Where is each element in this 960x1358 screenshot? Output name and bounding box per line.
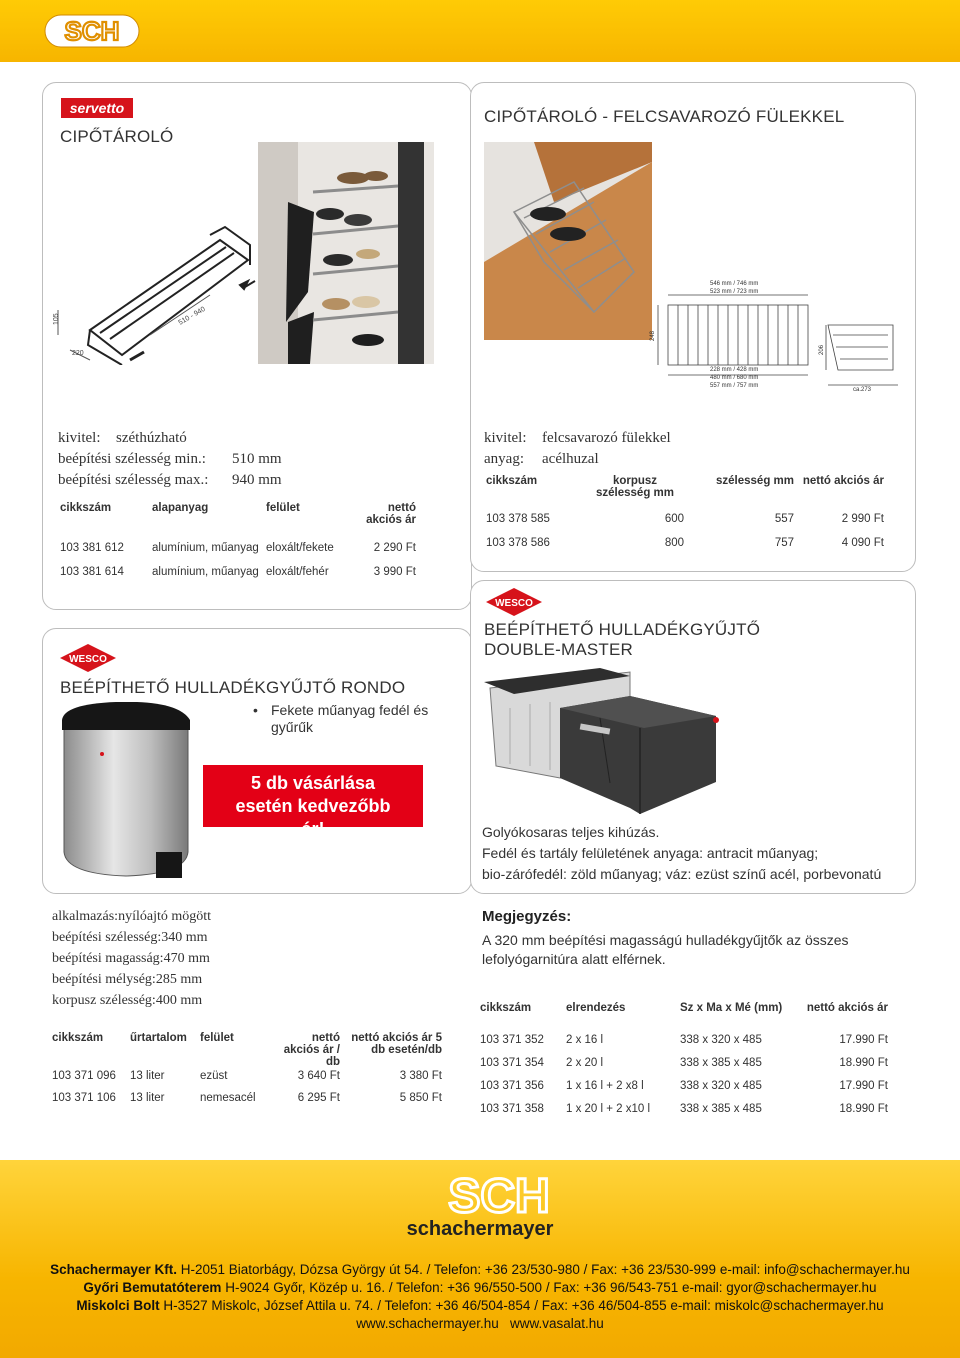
table-row <box>52 1070 442 1092</box>
table-cell: 103 371 352 <box>480 1034 544 1046</box>
spec-label: beépítési mélység: <box>52 972 156 987</box>
table-row <box>480 1080 888 1103</box>
shoe-rack-photo <box>258 142 434 364</box>
table-header: felület <box>266 502 300 514</box>
spec-value: 510 mm <box>232 451 282 467</box>
footer-text: H-3527 Miskolc, József Attila u. 74. / Telefon: +36 46/504-854 / Fax: +36 46/504-855 e-mail: miskolc@schachermayer.hu <box>163 1298 884 1313</box>
spec-label: beépítési szélesség max.: <box>58 472 209 488</box>
spec-value: felcsavarozó fülekkel <box>542 430 671 446</box>
description-line: Golyókosaras teljes kihúzás. <box>482 824 660 840</box>
spec-label: kivitel: <box>58 430 101 446</box>
sch-logo-top <box>44 12 140 50</box>
table-cell: 3 990 Ft <box>373 566 416 578</box>
table-cell: 18.990 Ft <box>839 1057 888 1069</box>
footer-label: Győri Bemutatóterem <box>83 1280 222 1295</box>
footer-text: H-9024 Győr, Közép u. 16. / Telefon: +36 96/550-500 / Fax: +36 96/543-751 e-mail: gyor@schachermayer.hu <box>225 1280 877 1295</box>
rondo-bin-photo <box>56 702 196 882</box>
table-row <box>486 513 884 537</box>
rondo-bullet-text: Fekete műanyag fedél és gyűrűk <box>271 702 429 735</box>
spec-value: 470 mm <box>163 951 210 966</box>
table-header: cikkszám <box>486 475 538 487</box>
table-cell: 557 <box>774 513 794 525</box>
table-cell: 338 x 320 x 485 <box>680 1080 762 1092</box>
spec-value: nyílóajtó mögött <box>118 909 212 924</box>
footer-text: H-2051 Biatorbágy, Dózsa György út 54. / Telefon: +36 23/530-980 / Fax: +36 23/530-999 e-mail: info@schachermayer.hu <box>180 1262 910 1277</box>
dimension-label: 546 mm / 746 mm <box>710 281 759 287</box>
promo-text: 5 db vásárlása esetén kedvezőbb ár! <box>235 773 391 839</box>
table-cell: 600 <box>664 513 684 525</box>
spec-label: korpusz szélesség: <box>52 993 156 1008</box>
dimension-label: 228 mm / 428 mm <box>710 367 759 373</box>
table-cell: 3 380 Ft <box>399 1070 442 1082</box>
table-cell: 338 x 320 x 485 <box>680 1034 762 1046</box>
footer-label: Miskolci Bolt <box>76 1298 160 1313</box>
table-header: Sz x Ma x Mé (mm) <box>680 1002 783 1014</box>
footer-label: Schachermayer Kft. <box>50 1262 177 1277</box>
table-row <box>60 542 416 566</box>
dimension-label: 206 <box>819 344 825 355</box>
dimension-label: 523 mm / 723 mm <box>710 289 759 295</box>
table-cell: 3 640 Ft <box>297 1070 340 1082</box>
table-cell: eloxált/fehér <box>266 566 329 578</box>
table-header: cikkszám <box>60 502 112 514</box>
shoe-rack-table <box>60 502 416 590</box>
dimension-label: 557 mm / 757 mm <box>710 383 759 389</box>
wesco-logo <box>60 642 116 674</box>
table-header: nettó akciós ár <box>366 502 416 526</box>
table-cell: 5 850 Ft <box>399 1092 442 1104</box>
table-cell: 13 liter <box>130 1070 165 1082</box>
table-cell: 103 378 585 <box>486 513 550 525</box>
shoe-rack-title: CIPŐTÁROLÓ <box>60 127 174 146</box>
spec-label: beépítési szélesség: <box>52 930 162 945</box>
footer-line-2 <box>0 1280 960 1296</box>
servetto-logo <box>61 96 133 120</box>
table-cell: 2 x 16 l <box>566 1034 604 1046</box>
dimension-label: 480 mm / 680 mm <box>710 375 759 381</box>
table-cell: 13 liter <box>130 1092 165 1104</box>
table-header: szélesség mm <box>716 475 794 487</box>
shoe-rack-drawing <box>50 215 265 365</box>
table-cell: nemesacél <box>200 1092 256 1104</box>
table-row <box>480 1057 888 1080</box>
table-cell: 103 371 106 <box>52 1092 116 1104</box>
bullet-icon: • <box>253 702 258 718</box>
table-row <box>52 1092 442 1114</box>
svg-text:105: 105 <box>53 313 60 325</box>
shoe-rack-screw-title: CIPŐTÁROLÓ - FELCSAVAROZÓ FÜLEKKEL <box>484 107 845 126</box>
table-cell: 17.990 Ft <box>839 1080 888 1092</box>
table-header: nettó akciós ár / db <box>283 1032 340 1068</box>
table-cell: 103 381 614 <box>60 566 124 578</box>
table-cell: 2 990 Ft <box>841 513 884 525</box>
double-master-title-1: BEÉPÍTHETŐ HULLADÉKGYŰJTŐ <box>484 620 761 639</box>
rondo-title: BEÉPÍTHETŐ HULLADÉKGYŰJTŐ RONDO <box>60 678 406 697</box>
note-text: A 320 mm beépítési magasságú hulladékgyűjtők az összes lefolyógarnitúra alatt elférnek. <box>482 932 849 967</box>
shoe-rack-screw-table <box>486 475 884 561</box>
table-header: alapanyag <box>152 502 209 514</box>
footer-line-1 <box>0 1262 960 1278</box>
table-cell: 1 x 16 l + 2 x8 l <box>566 1080 644 1092</box>
table-cell: 338 x 385 x 485 <box>680 1103 762 1115</box>
table-cell: 103 371 358 <box>480 1103 544 1115</box>
shoe-rack-screw-photo <box>484 142 652 340</box>
double-master-photo <box>480 668 730 818</box>
spec-value: 340 mm <box>161 930 208 945</box>
table-cell: 1 x 20 l + 2 x10 l <box>566 1103 651 1115</box>
dimension-label: 248 <box>650 330 656 341</box>
description-line: bio-zárófedél: zöld műanyag; váz: ezüst színű acél, porbevonatú <box>482 866 882 882</box>
company-name: schachermayer <box>406 1218 554 1240</box>
double-master-title-2: DOUBLE-MASTER <box>484 640 634 659</box>
svg-text:SCH: SCH <box>64 16 120 46</box>
spec-value: 400 mm <box>155 993 203 1008</box>
sch-logo-footer <box>424 1168 574 1218</box>
table-cell: alumínium, műanyag <box>152 542 259 554</box>
spec-value: széthúzható <box>116 430 187 446</box>
double-master-description <box>482 822 908 885</box>
table-header: cikkszám <box>52 1032 104 1044</box>
footer-websites[interactable]: www.schachermayer.hu www.vasalat.hu <box>356 1316 604 1331</box>
table-cell: 17.990 Ft <box>839 1034 888 1046</box>
table-cell: ezüst <box>200 1070 228 1082</box>
table-header: űrtartalom <box>130 1032 187 1044</box>
wesco-logo <box>486 586 542 618</box>
spec-value: 285 mm <box>155 972 203 987</box>
table-cell: 103 378 586 <box>486 537 550 549</box>
dimension-label: ca.273 <box>853 387 872 393</box>
shoe-rack-spec <box>58 428 318 491</box>
table-cell: alumínium, műanyag <box>152 566 259 578</box>
table-cell: 6 295 Ft <box>297 1092 340 1104</box>
table-cell: 103 371 096 <box>52 1070 116 1082</box>
promo-badge <box>203 765 423 839</box>
table-cell: 338 x 385 x 485 <box>680 1057 762 1069</box>
wesco-logo-text: WESCO <box>495 598 533 609</box>
spec-label: kivitel: <box>484 430 527 446</box>
table-cell: 757 <box>774 537 794 549</box>
table-cell: 103 371 354 <box>480 1057 544 1069</box>
table-cell: 103 381 612 <box>60 542 124 554</box>
table-row <box>60 566 416 590</box>
spec-label: alkalmazás: <box>52 909 119 924</box>
table-cell: eloxált/fekete <box>266 542 334 554</box>
wesco-logo-text: WESCO <box>69 654 107 665</box>
footer-line-3 <box>0 1298 960 1314</box>
description-line: Fedél és tartály felületének anyaga: antracit műanyag; <box>482 845 819 861</box>
svg-text:220: 220 <box>72 350 84 357</box>
table-row <box>480 1103 888 1126</box>
table-header: felület <box>200 1032 234 1044</box>
table-cell: 103 371 356 <box>480 1080 544 1092</box>
double-master-table <box>480 1002 888 1126</box>
table-cell: 2 x 20 l <box>566 1057 604 1069</box>
spec-label: beépítési szélesség min.: <box>58 451 206 467</box>
table-cell: 18.990 Ft <box>839 1103 888 1115</box>
table-row <box>480 1034 888 1057</box>
rondo-table <box>52 1032 442 1114</box>
top-header-bar <box>0 0 960 62</box>
table-cell: 2 290 Ft <box>373 542 416 554</box>
table-header: korpusz szélesség mm <box>596 475 674 499</box>
spec-label: anyag: <box>484 451 524 467</box>
table-cell: 800 <box>664 537 684 549</box>
rondo-bullet <box>253 702 437 736</box>
svg-text:510 - 940: 510 - 940 <box>177 305 207 327</box>
rondo-spec <box>52 906 211 1011</box>
table-header: nettó akciós ár <box>806 1002 888 1014</box>
shoe-rack-screw-spec <box>484 428 744 470</box>
table-header: cikkszám <box>480 1002 532 1014</box>
table-header: elrendezés <box>566 1002 626 1014</box>
spec-label: beépítési magasság: <box>52 951 164 966</box>
spec-value: acélhuzal <box>542 451 599 467</box>
table-header: nettó akciós ár 5 db esetén/db <box>351 1032 442 1056</box>
table-row <box>486 537 884 561</box>
shoe-rack-screw-dimensions <box>648 275 910 395</box>
table-cell: 4 090 Ft <box>841 537 884 549</box>
note-title: Megjegyzés: <box>482 908 572 925</box>
table-header: nettó akciós ár <box>802 475 884 487</box>
sch-logo-footer-text: SCH <box>448 1170 550 1218</box>
spec-value: 940 mm <box>232 472 282 488</box>
svg-text:servetto: servetto <box>69 100 125 116</box>
